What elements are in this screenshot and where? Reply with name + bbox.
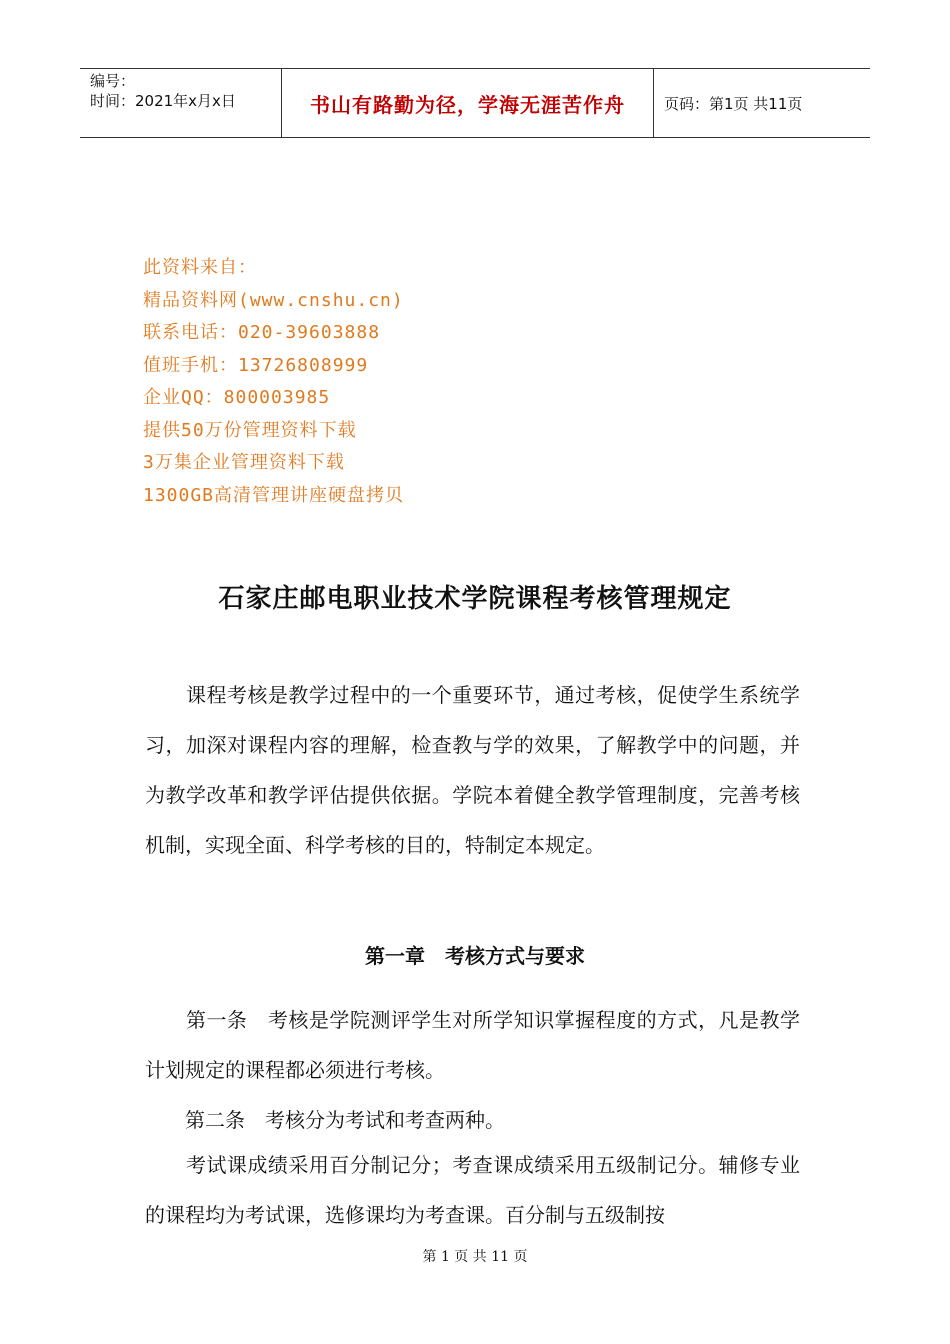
document-title: 石家庄邮电职业技术学院课程考核管理规定	[218, 584, 732, 614]
header-page-cell	[654, 69, 870, 137]
document-header	[80, 68, 870, 138]
date-label: 时间：2021年x月x日	[90, 92, 236, 110]
ad-line-website[interactable]: 精品资料网(www.cnshu.cn)	[143, 289, 404, 311]
ad-line: 提供50万份管理资料下载	[143, 419, 357, 441]
ad-line: 值班手机：13726808999	[143, 354, 369, 376]
ad-line: 企业QQ：800003985	[143, 387, 331, 408]
article-1: 第一条 考核是学院测评学生对所学知识掌握程度的方式，凡是教学计划规定的课程都必须进行考核。	[145, 1008, 800, 1082]
article-2-detail: 考试课成绩采用百分制记分；考查课成绩采用五级制记分。辅修专业的课程均为考试课，选修课均为考查课。百分制与五级制按	[145, 1153, 800, 1227]
ad-line: 3万集企业管理资料下载	[143, 452, 345, 473]
page-info: 页码：第1页 共11页	[664, 94, 803, 113]
page-footer: 第 1 页 共 11 页	[422, 1249, 528, 1265]
ad-line: 1300GB高清管理讲座硬盘拷贝	[143, 484, 405, 506]
header-meta	[80, 69, 282, 137]
header-motto-cell	[282, 69, 654, 137]
ad-line: 此资料来自：	[143, 257, 257, 278]
chapter-heading: 第一章 考核方式与要求	[365, 944, 585, 968]
code-label: 编号：	[90, 72, 136, 90]
ad-line: 联系电话：020-39603888	[143, 322, 381, 343]
intro-paragraph: 课程考核是教学过程中的一个重要环节，通过考核，促使学生系统学习，加深对课程内容的理解，检查教与学的效果，了解教学中的问题，并为教学改革和教学评估提供依据。学院本着健全教学管理制度，完善考核机制，实现全面、科学考核的目的，特制定本规定。	[145, 683, 800, 857]
source-ad-block	[143, 252, 404, 512]
article-2: 第二条 考核分为考试和考查两种。	[145, 1108, 505, 1132]
motto: 书山有路勤为径，学海无涯苦作舟	[310, 92, 625, 117]
